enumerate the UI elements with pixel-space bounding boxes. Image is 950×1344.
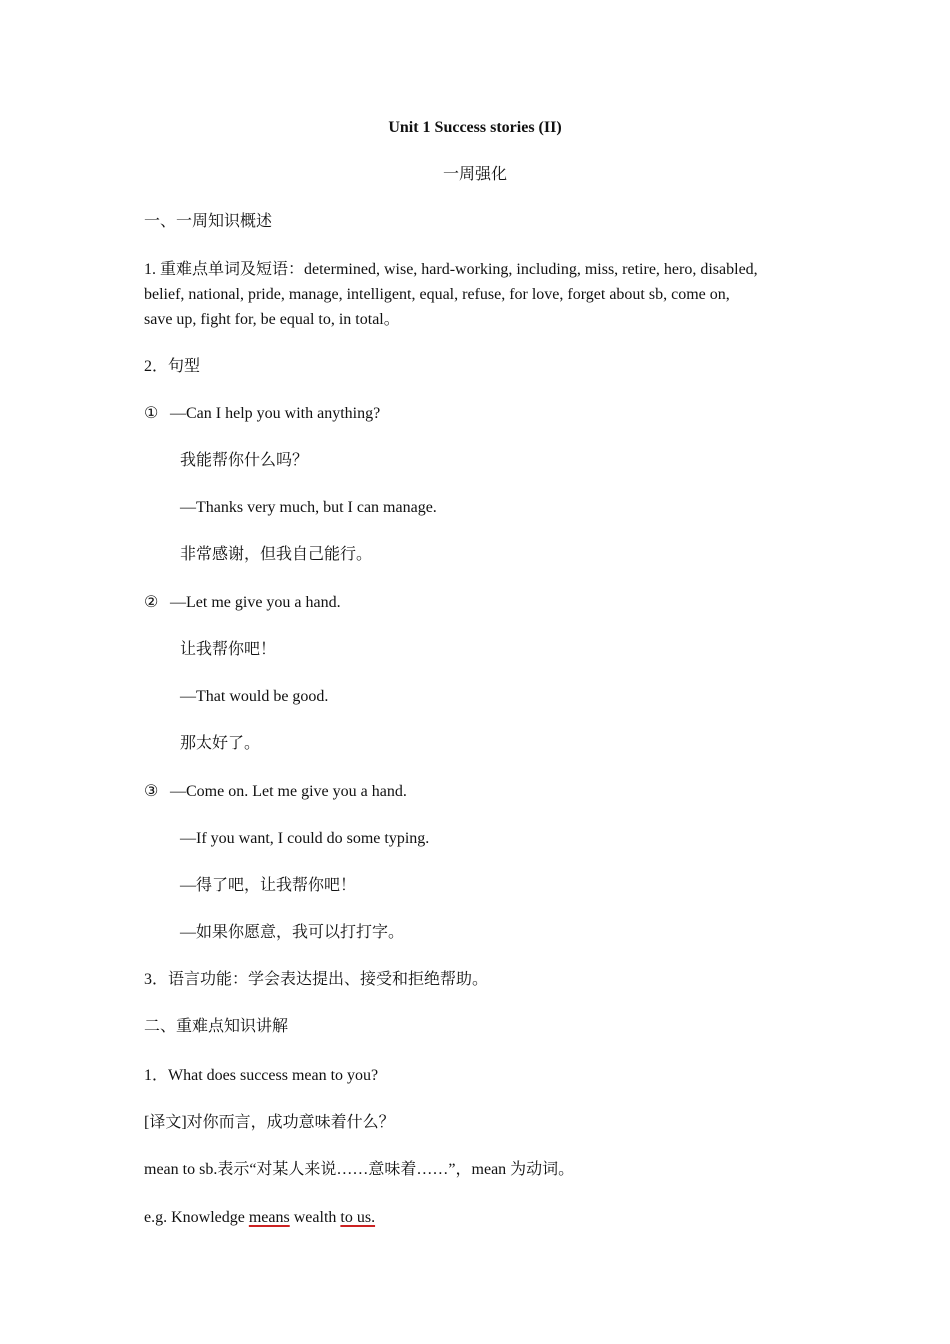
example-middle: wealth [289,1209,341,1226]
language-function-line: 3．语言功能：学会表达提出、接受和拒绝帮助。 [144,971,489,988]
document-title: Unit 1 Success stories (II) [388,119,562,136]
translation-line: [译文]对你而言，成功意味着什么？ [144,1114,395,1131]
vocab-line-3: save up, fight for, be equal to, in total。 [144,311,400,328]
dialog-2-line-1 [144,593,341,613]
example-underlined-means: means [248,1209,290,1226]
section-heading-key-points: 二、重难点知识讲解 [144,1018,289,1035]
dialog-1-line-3: —Thanks very much, but I can manage. [180,499,437,516]
dialog-3-line-4: —如果你愿意，我可以打打字。 [180,924,405,941]
dialog-text: —Can I help you with anything? [170,405,381,422]
dialog-1-line-2: 我能帮你什么吗？ [180,452,309,469]
example-sentence [144,1208,375,1228]
dialog-1-line-4: 非常感谢，但我自己能行。 [180,546,373,563]
explanation-line: mean to sb.表示“对某人来说……意味着……”，mean 为动词。 [144,1161,575,1178]
dialog-text: —Come on. Let me give you a hand. [170,783,407,800]
dialog-3-line-3: —得了吧，让我帮你吧！ [180,877,357,894]
dialog-marker: ② [144,594,159,611]
vocab-line-1: 1. 重难点单词及短语：determined, wise, hard-working, including, miss, retire, hero, disabled, [144,261,758,278]
dialog-2-line-4: 那太好了。 [180,735,261,752]
dialog-3-line-2: —If you want, I could do some typing. [180,830,430,847]
dialog-1-line-1 [144,404,380,424]
dialog-marker: ③ [144,783,159,800]
example-prefix: e.g. Knowledge [144,1209,249,1226]
dialog-3-line-1 [144,782,407,802]
example-underlined-to-us: to us. [340,1209,376,1226]
question-1: 1．What does success mean to you? [144,1067,379,1084]
dialog-2-line-2: 让我帮你吧！ [180,641,277,658]
dialog-text: —Let me give you a hand. [170,594,341,611]
document-subtitle: 一周强化 [442,166,507,183]
dialog-marker: ① [144,405,159,422]
vocab-line-2: belief, national, pride, manage, intelligent, equal, refuse, for love, forget about sb, come on, [144,286,730,303]
section-heading-overview: 一、一周知识概述 [144,213,273,230]
dialog-2-line-3: —That would be good. [180,688,329,705]
patterns-heading: 2．句型 [144,358,201,375]
